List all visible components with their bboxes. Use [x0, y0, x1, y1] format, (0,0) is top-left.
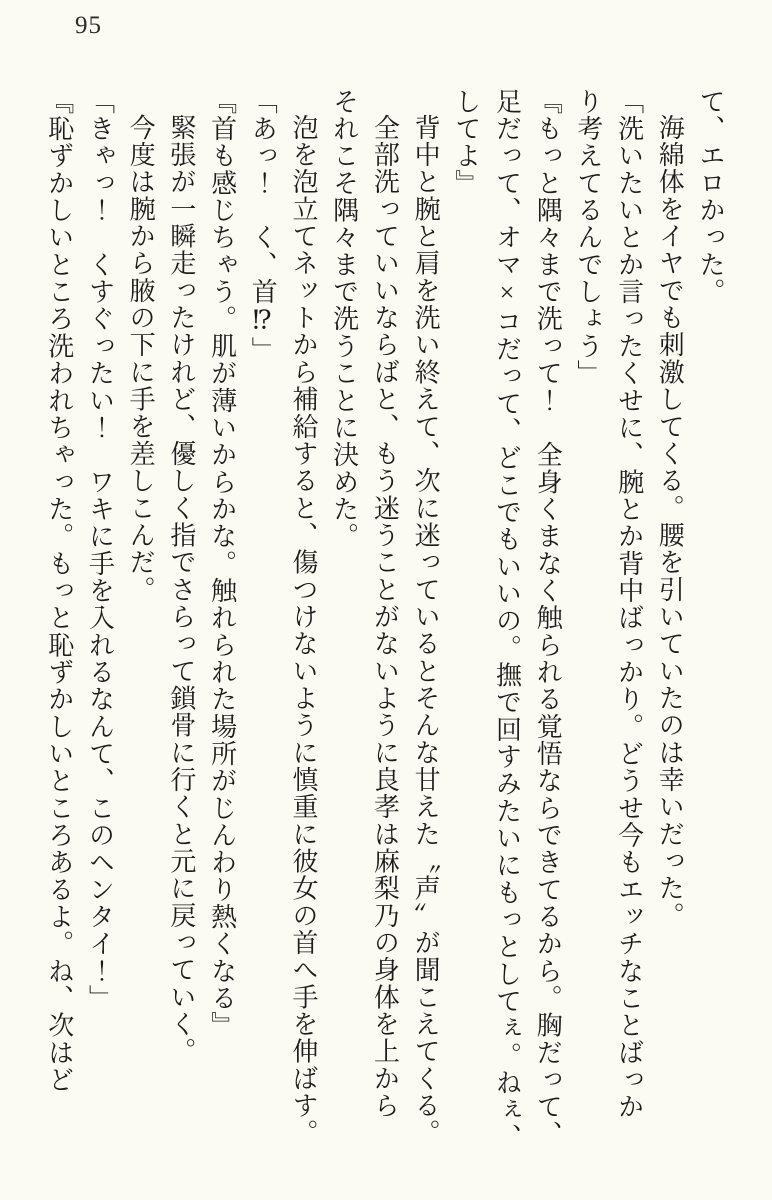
text-line: 今度は腕から腋の下に手を差しこんだ。: [126, 114, 156, 604]
text-line: 背中と腕と肩を洗い終えて、次に迷っているとそんな甘えた〝声〟が聞こえてくる。: [411, 114, 441, 1147]
text-line: 「洗いたいとか言ったくせに、腕とか背中ばっかり。どうせ今もエッチなことばっか: [614, 88, 644, 1121]
text-line: 全部洗っていいならばと、もう迷うことがないように良孝は麻梨乃の身体を上から: [370, 114, 400, 1120]
text-line: 『もっと隅々まで洗って！ 全身くまなく触られる覚悟ならできてるから。胸だって、: [533, 88, 563, 1148]
text-line: 海綿体をイヤでも刺激してくる。腰を引いていたのは幸いだった。: [655, 114, 685, 930]
text-line: て、エロかった。: [696, 88, 725, 306]
text-line: 泡を泡立てネットから補給すると、傷つけないように慎重に彼女の首へ手を伸ばす。: [288, 114, 318, 1147]
text-line: 「あっ！ く、首⁉」: [248, 88, 278, 364]
text-line: 『恥ずかしいところ洗われちゃった。もっと恥ずかしいところあるよ。ね、次はど: [44, 88, 74, 1094]
text-line: してよ』: [451, 88, 481, 197]
text-line: それこそ隅々まで洗うことに決めた。: [329, 88, 359, 550]
text-line: 「きゃっ！ くすぐったい！ ワキに手を入れるなんて、このヘンタイ！」: [85, 88, 115, 1012]
text-line: り考えてるんでしょう」: [573, 88, 603, 387]
text-line: 『首も感じちゃう。肌が薄いからかな。触れられた場所がじんわり熱くなる』: [207, 88, 237, 1039]
page-number: 95: [75, 12, 102, 39]
text-line: 足だって、オマ×コだって、どこでもいいの。撫で回すみたいにもっとしてぇ。ねぇ、: [492, 88, 522, 1151]
text-block: [37, 88, 730, 1168]
text-line: 緊張が一瞬走ったけれど、優しく指でさらって鎖骨に行くと元に戻っていく。: [166, 114, 196, 1065]
